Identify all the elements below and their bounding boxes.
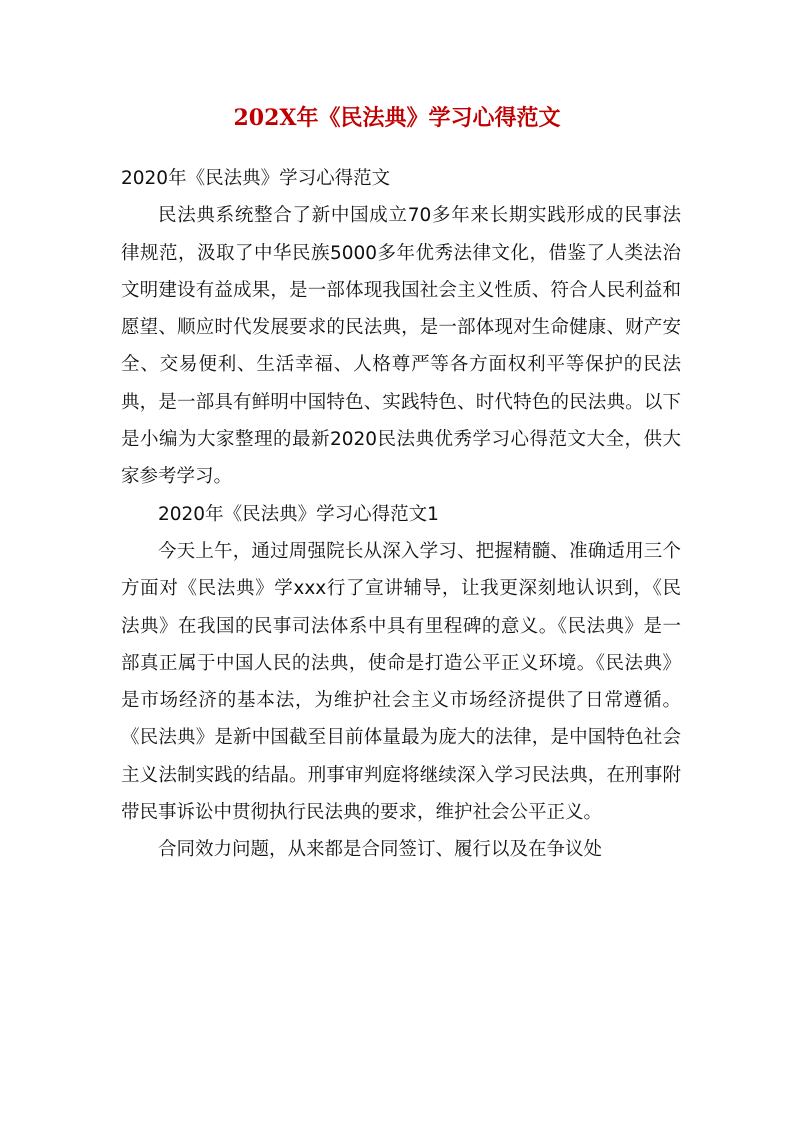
body-paragraph: 合同效力问题，从来都是合同签订、履行以及在争议处 bbox=[158, 839, 603, 861]
body-paragraph: 今天上午，通过周强院长从深入学习、把握精髓、准确适用三个方面对《民法典》学xxx行了宣讲辅导，让我更深刻地认识到，《民法典》在我国的民事司法体系中具有里程碑的意义。《民法典》是一部真正属于中国人民的法典，使命是打造公平正义环境。《民法典》是市场经济的基本法，为维护社会主义市场经济提供了日常遵循。《民法典》是新中国截至目前体量最为庞大的法律，是中国特色社会主义法制实践的结晶。刑事审判庭将继续深入学习民法典，在刑事附带民事诉讼中贯彻执行民法典的要求，维护社会公平正义。 bbox=[121, 540, 681, 824]
document-title: 202X年《民法典》学习心得范文 bbox=[233, 105, 561, 131]
subtitle-paragraph: 2020年《民法典》学习心得范文 bbox=[121, 168, 391, 189]
section-heading: 2020年《民法典》学习心得范文1 bbox=[158, 503, 439, 525]
intro-paragraph: 民法典系统整合了新中国成立70多年来长期实践形成的民事法律规范，汲取了中华民族5000多年优秀法律文化，借鉴了人类法治文明建设有益成果，是一部体现我国社会主义性质、符合人民利益和愿望、顺应时代发展要求的民法典，是一部体现对生命健康、财产安全、交易便利、生活幸福、人格尊严等各方面权利平等保护的民法典，是一部具有鲜明中国特色、实践特色、时代特色的民法典。以下是小编为大家整理的最新2020民法典优秀学习心得范文大全，供大家参考学习。 bbox=[121, 205, 681, 488]
document-body bbox=[121, 160, 681, 869]
